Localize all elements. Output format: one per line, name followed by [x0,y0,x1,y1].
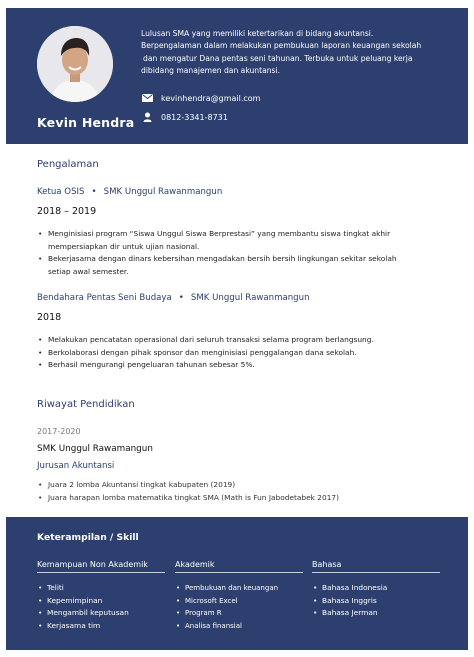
education-years: 2017-2020 [37,427,81,436]
summary-line: dibidang manajemen dan akuntansi. [141,66,281,76]
job-years: 2018 – 2019 [37,206,97,217]
contact-phone [141,112,228,122]
phone-text[interactable]: 0812-3341-8731 [161,112,228,122]
skill-item: • Analisa finansial [175,620,303,633]
job-bullet: • Berkolaborasi dengan pihak sponsor dan menginisiasi penggalangan dana sekolah. [37,347,437,360]
skills-column-non-academic [37,560,165,632]
summary-line: Lulusan SMA yang memiliki ketertarikan di bidang akuntansi. [141,29,374,38]
envelope-icon [141,93,153,103]
education-title: Riwayat Pendidikan [37,399,135,410]
skills-column-languages [312,560,440,620]
profile-summary [141,28,461,78]
skill-item: • Mengambil keputusan [37,607,165,620]
skill-item: • Teliti [37,582,165,595]
skill-item: • Kerjasama tim [37,620,165,633]
job-bullet: • Berhasil mengurangi pengeluaran tahunan sebesar 5%. [37,359,437,372]
skill-item: • Bahasa Inggris [312,595,440,608]
email-text[interactable]: kevinhendra@gmail.com [161,93,261,103]
skills-list [37,582,165,632]
job-organization: SMK Unggul Rawanmangun [190,293,310,303]
job-bullet: • Menginisiasi program “Siswa Unggul Siswa Berprestasi” yang membantu siswa tingkat akhir [37,228,437,241]
skills-banner [6,517,468,650]
job-bullet-continuation: mempersiapkan dir untuk ujian nasional. [48,241,200,251]
role-separator: • [91,187,97,197]
summary-line: Berpengalaman dalam melakukan pembukuan laporan keuangan sekolah [141,41,422,51]
header-banner [6,8,468,144]
job-bullet-continuation: setiap awal semester. [48,266,129,276]
job-bullet: • Melakukan pencatatan operasional dari seluruh transaksi selama program berlangsung. [37,334,437,347]
job-bullets [37,334,437,372]
skills-title: Keterampilan / Skill [37,532,139,543]
role-separator: • [178,293,184,303]
education-major: Jurusan Akuntansi [37,461,115,471]
skills-column-title: Kemampuan Non Akademik [37,560,165,573]
job-role-line [37,187,222,197]
skills-list [312,582,440,620]
skills-list [175,582,303,632]
job-role: Bendahara Pentas Seni Budaya [37,293,172,303]
job-years: 2018 [37,312,62,323]
job-role-line [37,293,310,303]
job-organization: SMK Unggul Rawanmangun [103,187,223,197]
skill-item: • Pembukuan dan keuangan [175,582,303,595]
person-icon [141,112,153,122]
profile-photo [37,26,113,102]
contact-email [141,93,260,103]
job-bullet: • Bekerjasama dengan dinars kebersihan mengadakan bersih bersih lingkungan sekitar sekolah [37,253,437,266]
profile-photo-illustration [37,26,113,102]
skills-column-title: Akademik [175,560,303,573]
skill-item: • Bahasa Jerman [312,607,440,620]
skill-item: • Bahasa Indonesia [312,582,440,595]
achievement-item: • Juara harapan lomba matematika tingkat SMA (Math is Fun Jabodetabek 2017) [37,491,447,504]
skill-item: • Kepemimpinan [37,595,165,608]
skills-column-title: Bahasa [312,560,440,573]
job-role: Ketua OSIS [37,187,85,197]
achievement-item: • Juara 2 lomba Akuntansi tingkat kabupaten (2019) [37,478,447,491]
skill-item: • Microsoft Excel [175,595,303,608]
job-bullets [37,228,437,278]
summary-line: dan mengatur Dana pentas seni tahunan. Terbuka untuk peluang kerja [143,53,413,63]
experience-title: Pengalaman [37,159,99,170]
full-name: Kevin Hendra [37,115,135,130]
education-school: SMK Unggul Rawamangun [37,444,153,454]
education-achievements [37,478,447,504]
skill-item: • Program R [175,607,303,620]
skills-column-academic [175,560,303,632]
